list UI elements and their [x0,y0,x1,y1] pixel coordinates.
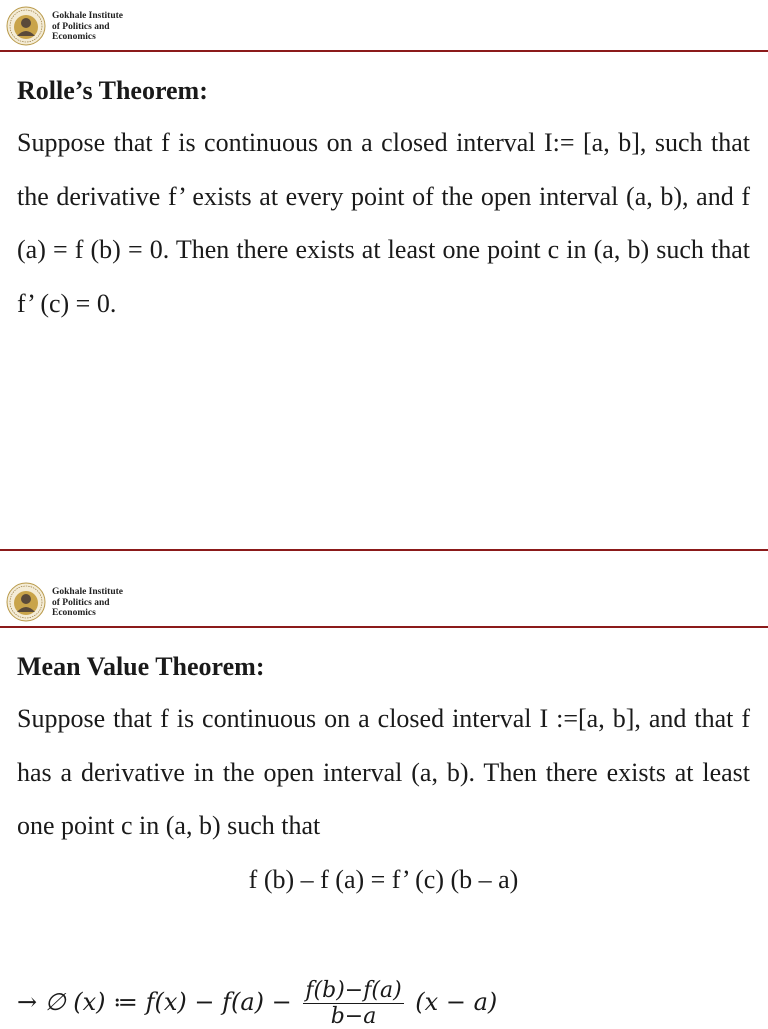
institute-name: Gokhale Institute of Politics and Economics [52,587,123,618]
slide-mean-value-theorem [0,576,768,1029]
header-rule [0,626,768,628]
slide-title: Mean Value Theorem: [17,652,265,681]
institute-seal-icon [6,6,46,46]
slide-header [0,576,768,626]
slide-header [0,0,768,50]
slide-content [17,76,750,330]
slide-title: Rolle’s Theorem: [17,76,208,105]
difference-quotient [303,978,403,1029]
slide-content [17,652,750,906]
theorem-statement: Suppose that f is continuous on a closed interval I :=[a, b], and that f has a derivative in the open interval (a, b). Then there exists at least one point c in (a, b) such that [17,704,750,840]
theorem-statement: Suppose that f is continuous on a closed interval I:= [a, b], such that the derivative f’ exists at every point of the open interval (a, b), and f (a) = f (b) = 0. Then there exists at least one point c in (a, b) such that f’ (c) = 0. [17,128,750,318]
institute-name: Gokhale Institute of Politics and Economics [52,11,123,42]
math-rhs: (x − a) [415,988,498,1016]
mvt-formula: f (b) – f (a) = f’ (c) (b – a) [248,864,519,894]
math-lhs: → ∅ (x) ≔ f(x) − f(a) − [17,988,292,1016]
fraction-numerator: f(b)−f(a) [305,978,402,1003]
slide-divider [0,549,768,551]
institute-seal-icon [6,582,46,622]
fraction-denominator: b−a [330,1004,377,1029]
auxiliary-function-definition [17,978,497,1029]
header-rule [0,50,768,52]
